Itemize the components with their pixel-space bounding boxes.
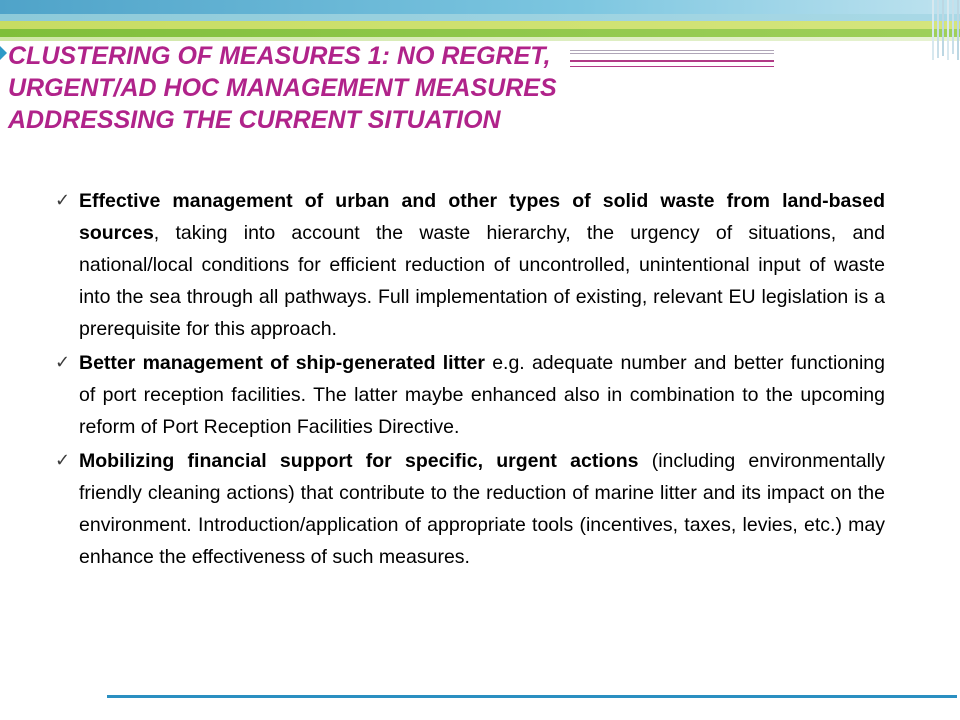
bullet-item-ship-litter	[50, 347, 885, 443]
header-band-green	[0, 29, 960, 37]
bullet-item-waste-management	[50, 185, 885, 345]
bullet-bold-text: Better management of ship-generated litter	[79, 352, 485, 374]
bullet-item-financial-support	[50, 445, 885, 573]
title-rule-line	[570, 53, 774, 54]
bullet-body-text: , taking into account the waste hierarchy, the urgency of situations, and national/local conditions for efficient reduction of uncontrolled, unintentional input of waste into the sea through all pathways. Full implementation of existing, relevant EU legislation is a prerequisite for this approach.	[79, 222, 885, 340]
bullet-bold-text: Effective management of urban and other types of solid waste from land-based sources	[79, 190, 885, 244]
title-rule-line	[570, 66, 774, 67]
left-edge-marker	[0, 46, 7, 60]
slide-title-line-2: URGENT/AD HOC MANAGEMENT MEASURES	[8, 74, 557, 102]
title-rule-line	[570, 50, 774, 51]
bullet-bold-text: Mobilizing financial support for specific, urgent actions	[79, 450, 639, 472]
bullet-body-text: e.g. adequate number and better functioning of port reception facilities. The latter maybe enhanced also in combination to the upcoming reform of Port Reception Facilities Directive.	[79, 352, 885, 438]
header-band-light-blue	[0, 14, 960, 21]
header-band-blue	[0, 0, 960, 14]
slide-title-line-3: ADDRESSING THE CURRENT SITUATION	[8, 106, 501, 134]
bullet-list	[50, 185, 885, 575]
check-mark-icon: ✓	[55, 450, 71, 471]
check-mark-icon: ✓	[55, 190, 71, 211]
bullet-body-text: (including environmentally friendly cleaning actions) that contribute to the reduction of marine litter and its impact on the environment. Introduction/application of appropriate tools (incentives, taxes, levies, etc.) may enhance the effectiveness of such measures.	[79, 450, 885, 568]
slide-title-line-1: CLUSTERING OF MEASURES 1: NO REGRET,	[8, 42, 551, 70]
title-rule-line	[570, 60, 774, 62]
header-band-yellow-green	[0, 21, 960, 29]
corner-stripes-decoration	[930, 0, 960, 60]
slide-title	[8, 40, 688, 136]
check-mark-icon: ✓	[55, 352, 71, 373]
footer-rule	[107, 695, 957, 698]
